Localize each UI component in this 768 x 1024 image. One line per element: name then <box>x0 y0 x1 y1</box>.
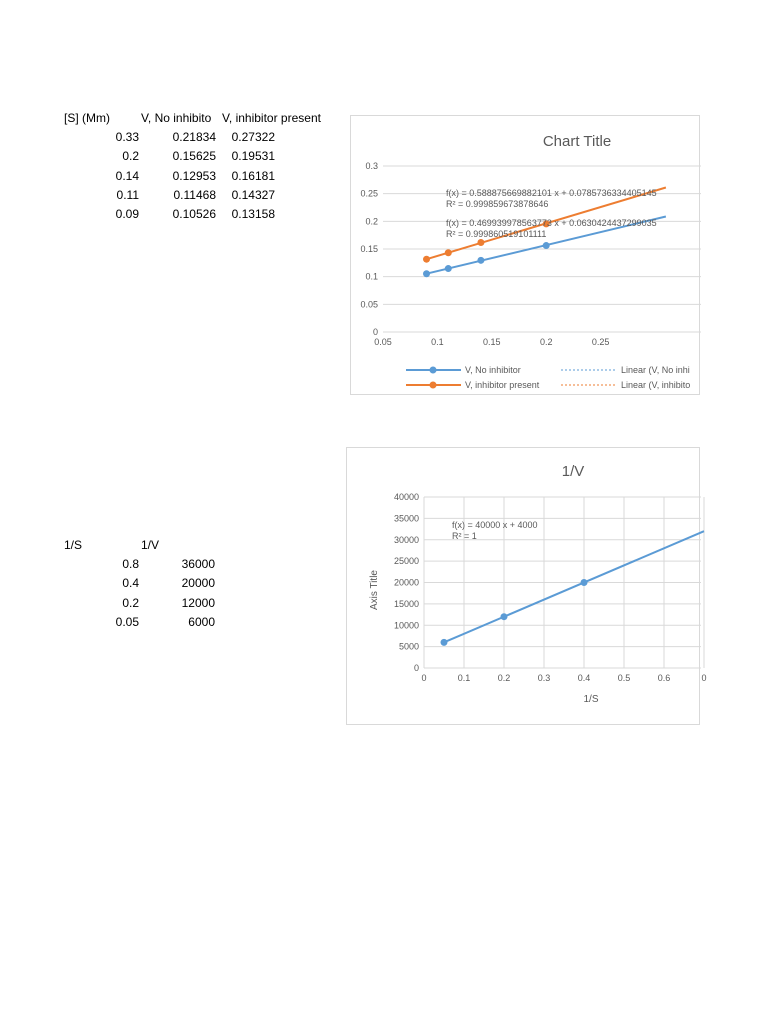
chart-2-equation: f(x) = 40000 x + 4000 <box>452 520 538 530</box>
data-point-series-0 <box>581 579 588 586</box>
table-cell[interactable]: 0.8 <box>122 557 139 571</box>
y-tick-label: 35000 <box>393 513 419 524</box>
table-cell[interactable]: 0.15625 <box>172 149 216 164</box>
chart-1-equation-no-inhibitor: f(x) = 0.469939978563773 x + 0.0630424437299035 <box>446 218 657 228</box>
y-tick-label: 0.25 <box>360 188 378 199</box>
x-tick-label: 0.2 <box>539 337 553 347</box>
x-tick-label: 0.05 <box>374 337 392 347</box>
table-cell[interactable]: 0.09 <box>115 207 139 222</box>
chart-1-equation-inhibitor: f(x) = 0.588875669882101 x + 0.0785736334405145 <box>446 188 657 198</box>
x-tick-label: 0.1 <box>457 673 471 683</box>
chart-2-svg <box>347 448 707 726</box>
table-cell[interactable]: 0.05 <box>115 614 139 629</box>
table1-header-v-inhibitor[interactable]: V, inhibitor present <box>222 111 321 125</box>
y-tick-label: 0.05 <box>360 299 378 310</box>
y-tick-label: 0.15 <box>360 244 378 254</box>
table-cell[interactable]: 0.11468 <box>173 187 216 202</box>
y-tick-label: 0.2 <box>365 216 378 227</box>
table-cell[interactable]: 6000 <box>188 614 215 629</box>
table-cell[interactable]: 0.19531 <box>231 149 275 164</box>
chart-1-svg <box>351 116 701 396</box>
table-cell[interactable]: 36000 <box>181 557 215 571</box>
x-tick-label: 0.4 <box>577 673 591 683</box>
y-tick-label: 25000 <box>393 556 419 567</box>
x-tick-label: 0.2 <box>497 673 511 683</box>
x-tick-label: 0.3 <box>537 673 551 683</box>
legend-marker-inhibitor <box>430 382 437 389</box>
data-point-series-0 <box>441 639 448 646</box>
y-tick-label: 40000 <box>393 492 419 502</box>
y-tick-label: 0 <box>413 663 419 673</box>
x-tick-label: 0.25 <box>591 337 610 347</box>
legend-marker-no-inhibitor <box>430 367 437 374</box>
y-tick-label: 30000 <box>393 534 419 545</box>
chart-1-r2-no-inhibitor: R² = 0.999860519101111 <box>446 229 547 239</box>
legend-label-inhibitor: V, inhibitor present <box>465 380 540 390</box>
table2-header-inv-v[interactable]: 1/V <box>141 538 160 552</box>
data-point-series-1 <box>477 239 484 246</box>
legend-label-no-inhibitor: V, No inhibitor <box>465 365 521 375</box>
chart-2-y-axis-title: Axis Title <box>369 569 380 611</box>
y-tick-label: 5000 <box>398 641 419 652</box>
table1-header-v-no-inhibitor[interactable]: V, No inhibito <box>141 111 212 125</box>
data-point-series-1 <box>423 256 430 263</box>
table1-header-s[interactable]: [S] (Mm) <box>64 111 110 125</box>
legend-trendline-label-no-inhibitor: Linear (V, No inhi <box>621 365 690 375</box>
chart-2[interactable] <box>346 447 707 725</box>
table-cell[interactable]: 0.10526 <box>172 207 216 222</box>
y-tick-label: 0.1 <box>365 271 378 282</box>
data-point-series-0 <box>543 242 550 249</box>
x-tick-label: 0 <box>701 673 707 683</box>
table-cell[interactable]: 0.13158 <box>231 207 275 222</box>
data-point-series-0 <box>501 613 508 620</box>
table-cell[interactable]: 0.12953 <box>172 168 216 183</box>
y-tick-label: 0 <box>372 327 378 337</box>
x-tick-label: 0 <box>421 673 427 683</box>
chart-2-r2: R² = 1 <box>452 531 477 541</box>
data-point-series-1 <box>445 249 452 256</box>
table-cell[interactable]: 0.14327 <box>231 187 275 202</box>
chart-1-title: Chart Title <box>542 133 612 150</box>
y-tick-label: 15000 <box>393 598 419 609</box>
table-cell[interactable]: 0.2 <box>122 149 139 164</box>
chart-2-title: 1/V <box>561 463 585 480</box>
data-point-series-0 <box>445 265 452 272</box>
x-tick-label: 0.1 <box>431 337 444 347</box>
x-tick-label: 0.5 <box>617 673 631 683</box>
table-cell[interactable]: 0.11 <box>116 187 139 202</box>
table-cell[interactable]: 0.33 <box>115 130 139 144</box>
x-tick-label: 0.15 <box>483 337 501 347</box>
data-point-series-0 <box>477 257 484 264</box>
legend-trendline-label-inhibitor: Linear (V, inhibito <box>621 380 691 390</box>
table-cell[interactable]: 0.2 <box>122 595 139 610</box>
table-cell[interactable]: 0.4 <box>122 576 139 591</box>
table-cell[interactable]: 0.21834 <box>172 130 216 144</box>
chart-1-legend <box>406 365 690 390</box>
table-cell[interactable]: 0.27322 <box>231 130 275 144</box>
table-cell[interactable]: 0.14 <box>115 168 139 183</box>
chart-1-r2-inhibitor: R² = 0.999859673878646 <box>446 199 549 209</box>
x-tick-label: 0.6 <box>657 673 671 683</box>
y-tick-label: 10000 <box>393 620 419 631</box>
y-tick-label: 0.3 <box>365 161 378 171</box>
table-cell[interactable]: 12000 <box>181 595 215 610</box>
table-cell[interactable]: 0.16181 <box>231 168 275 183</box>
chart-1[interactable] <box>350 115 700 395</box>
table2-header-inv-s[interactable]: 1/S <box>64 538 83 552</box>
y-tick-label: 20000 <box>393 577 419 588</box>
table-cell[interactable]: 20000 <box>181 576 215 591</box>
chart-2-x-axis-title: 1/S <box>583 694 599 705</box>
data-point-series-0 <box>423 270 430 277</box>
